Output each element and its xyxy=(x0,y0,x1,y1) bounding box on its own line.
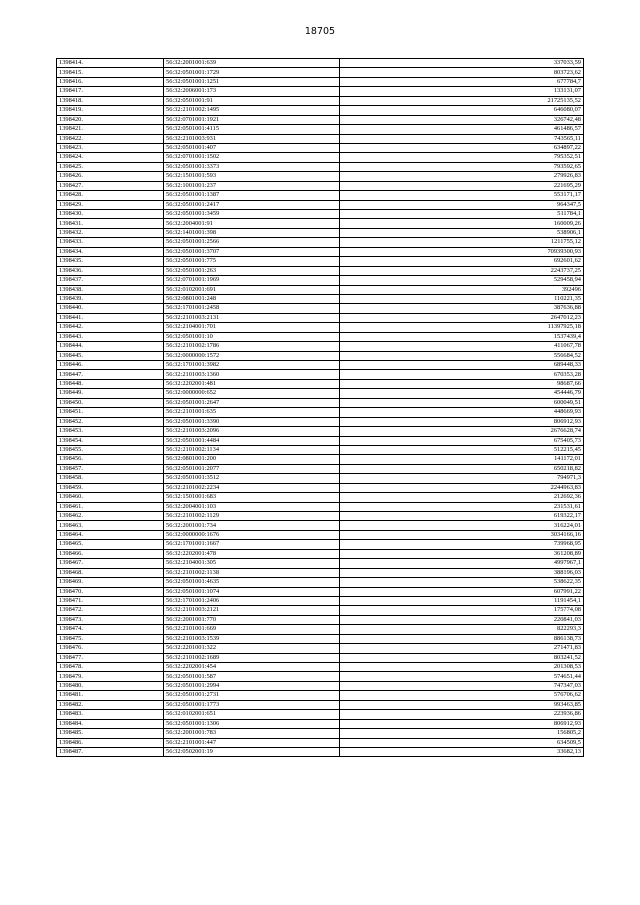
table-row xyxy=(57,59,584,68)
cadastral-number-cell: 56:32:2101002:1689 xyxy=(164,653,340,662)
table-row xyxy=(57,634,584,643)
table-row xyxy=(57,172,584,181)
value-cell: 747347,03 xyxy=(340,681,584,690)
row-number-cell: 1398479. xyxy=(57,672,164,681)
table-row xyxy=(57,332,584,341)
table-row xyxy=(57,389,584,398)
row-number-cell: 1398483. xyxy=(57,710,164,719)
value-cell: 454446,79 xyxy=(340,389,584,398)
value-cell: 964347,5 xyxy=(340,200,584,209)
row-number-cell: 1398444. xyxy=(57,342,164,351)
cadastral-number-cell: 56:32:1701001:2406 xyxy=(164,596,340,605)
table-row xyxy=(57,77,584,86)
row-number-cell: 1398464. xyxy=(57,530,164,539)
row-number-cell: 1398459. xyxy=(57,483,164,492)
cadastral-number-cell: 56:32:1501001:593 xyxy=(164,172,340,181)
row-number-cell: 1398477. xyxy=(57,653,164,662)
table-row xyxy=(57,549,584,558)
cadastral-number-cell: 56:32:0701001:1969 xyxy=(164,276,340,285)
cadastral-number-cell: 56:32:2202001:481 xyxy=(164,379,340,388)
value-cell: 212692,36 xyxy=(340,493,584,502)
table-row xyxy=(57,672,584,681)
row-number-cell: 1398427. xyxy=(57,181,164,190)
row-number-cell: 1398472. xyxy=(57,606,164,615)
row-number-cell: 1398433. xyxy=(57,238,164,247)
cadastral-number-cell: 56:32:0501001:3512 xyxy=(164,474,340,483)
value-cell: 156805,2 xyxy=(340,729,584,738)
row-number-cell: 1398441. xyxy=(57,313,164,322)
cadastral-number-cell: 56:32:0000000:1572 xyxy=(164,351,340,360)
row-number-cell: 1398443. xyxy=(57,332,164,341)
cadastral-number-cell: 56:32:0501001:407 xyxy=(164,143,340,152)
table-row xyxy=(57,455,584,464)
row-number-cell: 1398480. xyxy=(57,681,164,690)
value-cell: 33682,13 xyxy=(340,747,584,756)
table-row xyxy=(57,87,584,96)
registry-table-body xyxy=(57,59,584,757)
row-number-cell: 1398418. xyxy=(57,96,164,105)
table-row xyxy=(57,512,584,521)
value-cell: 574651,44 xyxy=(340,672,584,681)
row-number-cell: 1398476. xyxy=(57,644,164,653)
cadastral-number-cell: 56:32:0501001:2647 xyxy=(164,398,340,407)
row-number-cell: 1398437. xyxy=(57,276,164,285)
table-row xyxy=(57,361,584,370)
cadastral-number-cell: 56:32:1401001:398 xyxy=(164,228,340,237)
row-number-cell: 1398442. xyxy=(57,323,164,332)
table-row xyxy=(57,417,584,426)
value-cell: 21725135,52 xyxy=(340,96,584,105)
value-cell: 692601,62 xyxy=(340,257,584,266)
row-number-cell: 1398468. xyxy=(57,568,164,577)
row-number-cell: 1398462. xyxy=(57,512,164,521)
value-cell: 1537439,4 xyxy=(340,332,584,341)
table-row xyxy=(57,691,584,700)
row-number-cell: 1398424. xyxy=(57,153,164,162)
row-number-cell: 1398426. xyxy=(57,172,164,181)
row-number-cell: 1398453. xyxy=(57,427,164,436)
cadastral-number-cell: 56:32:0701001:1502 xyxy=(164,153,340,162)
cadastral-number-cell: 56:32:0501001:1251 xyxy=(164,77,340,86)
cadastral-number-cell: 56:32:0501001:1387 xyxy=(164,191,340,200)
row-number-cell: 1398447. xyxy=(57,370,164,379)
row-number-cell: 1398422. xyxy=(57,134,164,143)
cadastral-number-cell: 56:32:1001001:237 xyxy=(164,181,340,190)
value-cell: 411067,78 xyxy=(340,342,584,351)
value-cell: 11397925,18 xyxy=(340,323,584,332)
row-number-cell: 1398417. xyxy=(57,87,164,96)
value-cell: 793592,65 xyxy=(340,162,584,171)
table-row xyxy=(57,276,584,285)
cadastral-number-cell: 56:32:2101003:2121 xyxy=(164,606,340,615)
cadastral-number-cell: 56:32:0501001:3459 xyxy=(164,210,340,219)
cadastral-number-cell: 56:32:2202001:454 xyxy=(164,663,340,672)
cadastral-number-cell: 56:32:2201001:322 xyxy=(164,644,340,653)
table-row xyxy=(57,342,584,351)
table-row xyxy=(57,210,584,219)
row-number-cell: 1398474. xyxy=(57,625,164,634)
table-row xyxy=(57,266,584,275)
cadastral-number-cell: 56:32:0501001:2077 xyxy=(164,464,340,473)
table-row xyxy=(57,719,584,728)
table-row xyxy=(57,559,584,568)
value-cell: 675405,73 xyxy=(340,436,584,445)
table-row xyxy=(57,115,584,124)
row-number-cell: 1398475. xyxy=(57,634,164,643)
row-number-cell: 1398452. xyxy=(57,417,164,426)
table-row xyxy=(57,530,584,539)
table-row xyxy=(57,445,584,454)
table-row xyxy=(57,106,584,115)
table-row xyxy=(57,578,584,587)
cadastral-number-cell: 56:32:1501001:683 xyxy=(164,493,340,502)
value-cell: 553171,17 xyxy=(340,191,584,200)
value-cell: 1211755,12 xyxy=(340,238,584,247)
value-cell: 70939300,93 xyxy=(340,247,584,256)
row-number-cell: 1398420. xyxy=(57,115,164,124)
table-row xyxy=(57,587,584,596)
table-row xyxy=(57,483,584,492)
row-number-cell: 1398446. xyxy=(57,361,164,370)
value-cell: 576706,62 xyxy=(340,691,584,700)
row-number-cell: 1398467. xyxy=(57,559,164,568)
cadastral-number-cell: 56:32:0000000:1676 xyxy=(164,530,340,539)
value-cell: 392496 xyxy=(340,285,584,294)
table-row xyxy=(57,398,584,407)
value-cell: 160009,26 xyxy=(340,219,584,228)
cadastral-number-cell: 56:32:2004001:103 xyxy=(164,502,340,511)
row-number-cell: 1398471. xyxy=(57,596,164,605)
cadastral-number-cell: 56:32:1701001:3982 xyxy=(164,361,340,370)
table-row xyxy=(57,219,584,228)
value-cell: 231531,61 xyxy=(340,502,584,511)
cadastral-number-cell: 56:32:2101003:2096 xyxy=(164,427,340,436)
value-cell: 387636,88 xyxy=(340,304,584,313)
value-cell: 646080,07 xyxy=(340,106,584,115)
cadastral-number-cell: 56:32:0501001:2994 xyxy=(164,681,340,690)
value-cell: 316224,01 xyxy=(340,521,584,530)
value-cell: 361208,89 xyxy=(340,549,584,558)
registry-table xyxy=(56,58,584,757)
value-cell: 607991,22 xyxy=(340,587,584,596)
value-cell: 271471,83 xyxy=(340,644,584,653)
value-cell: 634897,22 xyxy=(340,143,584,152)
table-row xyxy=(57,653,584,662)
row-number-cell: 1398429. xyxy=(57,200,164,209)
value-cell: 326742,48 xyxy=(340,115,584,124)
value-cell: 993463,85 xyxy=(340,700,584,709)
row-number-cell: 1398448. xyxy=(57,379,164,388)
table-row xyxy=(57,700,584,709)
value-cell: 201308,53 xyxy=(340,663,584,672)
table-row xyxy=(57,96,584,105)
cadastral-number-cell: 56:32:0000000:652 xyxy=(164,389,340,398)
value-cell: 619322,17 xyxy=(340,512,584,521)
cadastral-number-cell: 56:32:0502001:19 xyxy=(164,747,340,756)
value-cell: 886138,73 xyxy=(340,634,584,643)
table-row xyxy=(57,125,584,134)
row-number-cell: 1398436. xyxy=(57,266,164,275)
table-row xyxy=(57,68,584,77)
value-cell: 794971,3 xyxy=(340,474,584,483)
row-number-cell: 1398435. xyxy=(57,257,164,266)
table-row xyxy=(57,521,584,530)
table-row xyxy=(57,313,584,322)
row-number-cell: 1398455. xyxy=(57,445,164,454)
cadastral-number-cell: 56:32:2001001:770 xyxy=(164,615,340,624)
row-number-cell: 1398423. xyxy=(57,143,164,152)
cadastral-number-cell: 56:32:0501001:1729 xyxy=(164,68,340,77)
cadastral-number-cell: 56:32:0501001:4635 xyxy=(164,578,340,587)
table-row xyxy=(57,606,584,615)
cadastral-number-cell: 56:32:2101002:1129 xyxy=(164,512,340,521)
row-number-cell: 1398425. xyxy=(57,162,164,171)
value-cell: 461486,57 xyxy=(340,125,584,134)
row-number-cell: 1398454. xyxy=(57,436,164,445)
value-cell: 221695,29 xyxy=(340,181,584,190)
row-number-cell: 1398465. xyxy=(57,540,164,549)
table-row xyxy=(57,143,584,152)
cadastral-number-cell: 56:32:0501001:1306 xyxy=(164,719,340,728)
row-number-cell: 1398463. xyxy=(57,521,164,530)
value-cell: 512215,45 xyxy=(340,445,584,454)
row-number-cell: 1398460. xyxy=(57,493,164,502)
cadastral-number-cell: 56:32:0501001:2566 xyxy=(164,238,340,247)
table-row xyxy=(57,181,584,190)
row-number-cell: 1398419. xyxy=(57,106,164,115)
cadastral-number-cell: 56:32:2006001:173 xyxy=(164,87,340,96)
value-cell: 337033,59 xyxy=(340,59,584,68)
value-cell: 529458,94 xyxy=(340,276,584,285)
table-row xyxy=(57,238,584,247)
value-cell: 634509,5 xyxy=(340,738,584,747)
table-row xyxy=(57,596,584,605)
table-row xyxy=(57,228,584,237)
table-row xyxy=(57,370,584,379)
cadastral-number-cell: 56:32:0501001:775 xyxy=(164,257,340,266)
cadastral-number-cell: 56:32:0501001:91 xyxy=(164,96,340,105)
cadastral-number-cell: 56:32:0701001:1921 xyxy=(164,115,340,124)
value-cell: 803723,62 xyxy=(340,68,584,77)
table-row xyxy=(57,153,584,162)
table-row xyxy=(57,540,584,549)
table-row xyxy=(57,474,584,483)
table-row xyxy=(57,710,584,719)
value-cell: 141172,01 xyxy=(340,455,584,464)
row-number-cell: 1398485. xyxy=(57,729,164,738)
cadastral-number-cell: 56:32:2101003:931 xyxy=(164,134,340,143)
table-row xyxy=(57,379,584,388)
cadastral-number-cell: 56:32:2101002:2234 xyxy=(164,483,340,492)
row-number-cell: 1398456. xyxy=(57,455,164,464)
row-number-cell: 1398449. xyxy=(57,389,164,398)
value-cell: 2243737,25 xyxy=(340,266,584,275)
cadastral-number-cell: 56:32:2101001:669 xyxy=(164,625,340,634)
value-cell: 600049,51 xyxy=(340,398,584,407)
cadastral-number-cell: 56:32:0501001:3373 xyxy=(164,162,340,171)
table-row xyxy=(57,162,584,171)
value-cell: 806912,93 xyxy=(340,719,584,728)
value-cell: 822293,3 xyxy=(340,625,584,634)
cadastral-number-cell: 56:32:0801001:248 xyxy=(164,294,340,303)
value-cell: 689448,33 xyxy=(340,361,584,370)
cadastral-number-cell: 56:32:1701001:1667 xyxy=(164,540,340,549)
row-number-cell: 1398481. xyxy=(57,691,164,700)
row-number-cell: 1398457. xyxy=(57,464,164,473)
cadastral-number-cell: 56:32:0501001:2417 xyxy=(164,200,340,209)
table-row xyxy=(57,191,584,200)
row-number-cell: 1398484. xyxy=(57,719,164,728)
page-number: 18705 xyxy=(304,26,336,37)
table-row xyxy=(57,625,584,634)
value-cell: 220841,03 xyxy=(340,615,584,624)
cadastral-number-cell: 56:32:2101001:635 xyxy=(164,408,340,417)
cadastral-number-cell: 56:32:0501001:1773 xyxy=(164,700,340,709)
table-row xyxy=(57,408,584,417)
value-cell: 4997967,1 xyxy=(340,559,584,568)
value-cell: 279926,83 xyxy=(340,172,584,181)
row-number-cell: 1398432. xyxy=(57,228,164,237)
value-cell: 175774,08 xyxy=(340,606,584,615)
value-cell: 133131,07 xyxy=(340,87,584,96)
cadastral-number-cell: 56:32:0501001:4484 xyxy=(164,436,340,445)
row-number-cell: 1398431. xyxy=(57,219,164,228)
cadastral-number-cell: 56:32:2101001:447 xyxy=(164,738,340,747)
value-cell: 110221,35 xyxy=(340,294,584,303)
table-row xyxy=(57,681,584,690)
table-row xyxy=(57,294,584,303)
table-row xyxy=(57,568,584,577)
table-row xyxy=(57,747,584,756)
table-row xyxy=(57,644,584,653)
cadastral-number-cell: 56:32:0501001:3707 xyxy=(164,247,340,256)
value-cell: 670353,28 xyxy=(340,370,584,379)
table-row xyxy=(57,436,584,445)
table-row xyxy=(57,304,584,313)
cadastral-number-cell: 56:32:0501001:263 xyxy=(164,266,340,275)
value-cell: 98687,66 xyxy=(340,379,584,388)
table-row xyxy=(57,323,584,332)
row-number-cell: 1398461. xyxy=(57,502,164,511)
value-cell: 538906,1 xyxy=(340,228,584,237)
value-cell: 743565,11 xyxy=(340,134,584,143)
value-cell: 448669,93 xyxy=(340,408,584,417)
row-number-cell: 1398421. xyxy=(57,125,164,134)
row-number-cell: 1398439. xyxy=(57,294,164,303)
value-cell: 2647012,23 xyxy=(340,313,584,322)
cadastral-number-cell: 56:32:0501001:1074 xyxy=(164,587,340,596)
cadastral-number-cell: 56:32:2101003:1539 xyxy=(164,634,340,643)
value-cell: 2244963,83 xyxy=(340,483,584,492)
row-number-cell: 1398415. xyxy=(57,68,164,77)
value-cell: 803241,52 xyxy=(340,653,584,662)
cadastral-number-cell: 56:32:2101003:2131 xyxy=(164,313,340,322)
value-cell: 511784,1 xyxy=(340,210,584,219)
value-cell: 388196,03 xyxy=(340,568,584,577)
value-cell: 739968,95 xyxy=(340,540,584,549)
cadastral-number-cell: 56:32:1701001:2458 xyxy=(164,304,340,313)
row-number-cell: 1398466. xyxy=(57,549,164,558)
table-row xyxy=(57,729,584,738)
row-number-cell: 1398486. xyxy=(57,738,164,747)
cadastral-number-cell: 56:32:2004001:91 xyxy=(164,219,340,228)
table-row xyxy=(57,502,584,511)
cadastral-number-cell: 56:32:2202001:478 xyxy=(164,549,340,558)
cadastral-number-cell: 56:32:2104001:305 xyxy=(164,559,340,568)
table-row xyxy=(57,493,584,502)
row-number-cell: 1398445. xyxy=(57,351,164,360)
cadastral-number-cell: 56:32:0501001:587 xyxy=(164,672,340,681)
row-number-cell: 1398451. xyxy=(57,408,164,417)
cadastral-number-cell: 56:32:0501001:2731 xyxy=(164,691,340,700)
cadastral-number-cell: 56:32:0501001:3390 xyxy=(164,417,340,426)
value-cell: 3034166,16 xyxy=(340,530,584,539)
table-row xyxy=(57,247,584,256)
row-number-cell: 1398434. xyxy=(57,247,164,256)
row-number-cell: 1398428. xyxy=(57,191,164,200)
cadastral-number-cell: 56:32:0501001:4115 xyxy=(164,125,340,134)
row-number-cell: 1398469. xyxy=(57,578,164,587)
cadastral-number-cell: 56:32:2101002:1495 xyxy=(164,106,340,115)
table-row xyxy=(57,615,584,624)
row-number-cell: 1398416. xyxy=(57,77,164,86)
table-row xyxy=(57,663,584,672)
row-number-cell: 1398438. xyxy=(57,285,164,294)
cadastral-number-cell: 56:32:2104001:701 xyxy=(164,323,340,332)
value-cell: 556684,52 xyxy=(340,351,584,360)
cadastral-number-cell: 56:32:0102001:691 xyxy=(164,285,340,294)
table-row xyxy=(57,200,584,209)
row-number-cell: 1398487. xyxy=(57,747,164,756)
value-cell: 223936,86 xyxy=(340,710,584,719)
row-number-cell: 1398430. xyxy=(57,210,164,219)
table-row xyxy=(57,257,584,266)
value-cell: 677784,7 xyxy=(340,77,584,86)
table-row xyxy=(57,285,584,294)
row-number-cell: 1398414. xyxy=(57,59,164,68)
value-cell: 795352,51 xyxy=(340,153,584,162)
cadastral-number-cell: 56:32:2101002:1134 xyxy=(164,445,340,454)
table-row xyxy=(57,351,584,360)
row-number-cell: 1398458. xyxy=(57,474,164,483)
cadastral-number-cell: 56:32:0102001:651 xyxy=(164,710,340,719)
cadastral-number-cell: 56:32:2101002:1138 xyxy=(164,568,340,577)
value-cell: 650218,82 xyxy=(340,464,584,473)
row-number-cell: 1398482. xyxy=(57,700,164,709)
cadastral-number-cell: 56:32:2001001:783 xyxy=(164,729,340,738)
cadastral-number-cell: 56:32:2001001:639 xyxy=(164,59,340,68)
value-cell: 2676628,74 xyxy=(340,427,584,436)
value-cell: 538622,35 xyxy=(340,578,584,587)
row-number-cell: 1398473. xyxy=(57,615,164,624)
row-number-cell: 1398470. xyxy=(57,587,164,596)
row-number-cell: 1398478. xyxy=(57,663,164,672)
value-cell: 1191454,1 xyxy=(340,596,584,605)
value-cell: 806912,93 xyxy=(340,417,584,426)
cadastral-number-cell: 56:32:2001001:734 xyxy=(164,521,340,530)
cadastral-number-cell: 56:32:0501001:10 xyxy=(164,332,340,341)
cadastral-number-cell: 56:32:0801001:200 xyxy=(164,455,340,464)
cadastral-number-cell: 56:32:2101002:1786 xyxy=(164,342,340,351)
cadastral-number-cell: 56:32:2101003:1360 xyxy=(164,370,340,379)
row-number-cell: 1398440. xyxy=(57,304,164,313)
row-number-cell: 1398450. xyxy=(57,398,164,407)
table-row xyxy=(57,738,584,747)
table-row xyxy=(57,464,584,473)
table-row xyxy=(57,134,584,143)
table-row xyxy=(57,427,584,436)
